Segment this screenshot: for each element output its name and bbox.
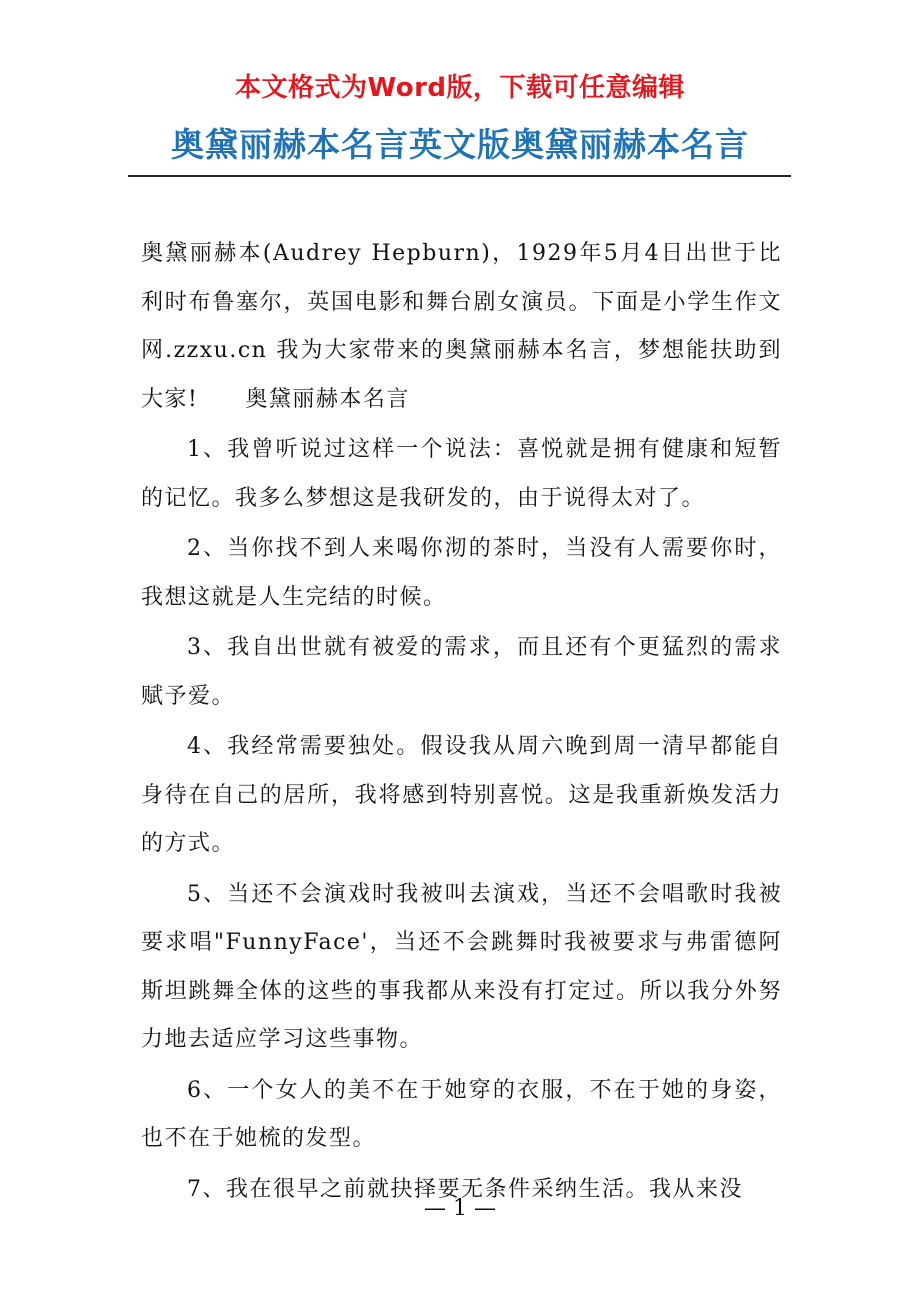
format-notice: 本文格式为Word版，下载可任意编辑 [234, 73, 686, 103]
quote-paragraph: 1、我曾听说过这样一个说法：喜悦就是拥有健康和短暂的记忆。我多么梦想这是我研发的，由于说得太对了。 [141, 437, 782, 511]
intro-line: 网.zzxu.cn 我为大家带来的奥黛丽赫本名言，梦想能扶助到 [141, 338, 782, 363]
quote-paragraph: 4、我经常需要独处。假设我从周六晚到周一清早都能自身待在自己的居所，我将感到特别喜悦。这是我重新焕发活力的方式。 [141, 734, 782, 856]
quote-paragraph: 3、我自出世就有被爱的需求，而且还有个更猛烈的需求赋予爱。 [141, 635, 782, 709]
body-text [141, 230, 782, 1216]
intro-line: 大家! 奥黛丽赫本名言 [141, 386, 410, 412]
intro-line: 奥黛丽赫本(Audrey Hepburn)，1929年5月4日出世于比利时 [141, 241, 782, 315]
quote-paragraph: 5、当还不会演戏时我被叫去演戏，当还不会唱歌时我被要求唱"FunnyFace'，当还不会跳舞时我被要求与弗雷德阿斯坦跳舞全体的这些的事我都从来没有打定过。所以我分外努力地去适应学习这些事物。 [141, 881, 782, 1052]
quote-paragraph: 6、一个女人的美不在于她穿的衣服，不在于她的身姿，也不在于她梳的发型。 [141, 1077, 782, 1151]
intro-line: 布鲁塞尔，英国电影和舞台剧女演员。下面是小学生作文 [188, 289, 782, 315]
intro-paragraph [141, 230, 782, 424]
page-title: 奥黛丽赫本名言英文版奥黛丽赫本名言 [171, 125, 749, 164]
quote-paragraph: 7、我在很早之前就抉择要无条件采纳生活。我从来没 [187, 1176, 743, 1202]
title-divider [128, 175, 791, 177]
page-number: — 1 — [424, 1196, 496, 1221]
quote-paragraph: 2、当你找不到人来喝你沏的茶时，当没有人需要你时，我想这就是人生完结的时候。 [141, 536, 782, 610]
